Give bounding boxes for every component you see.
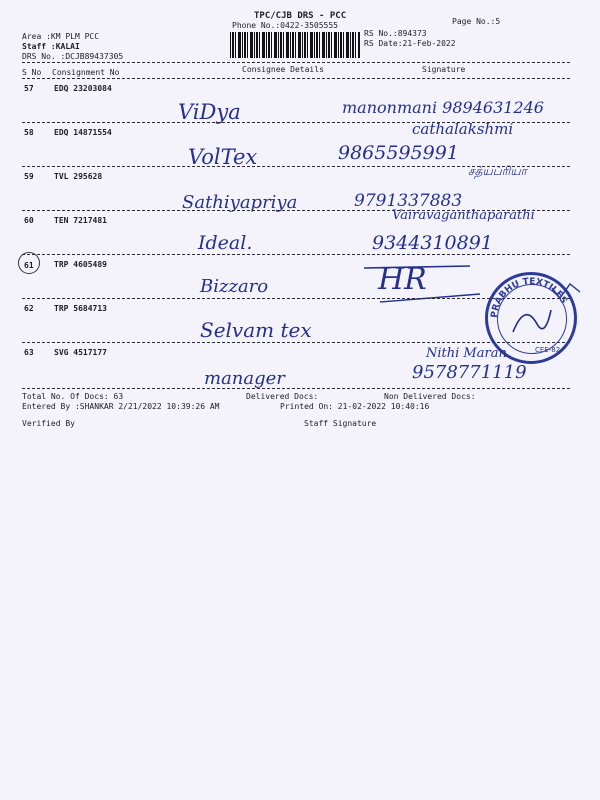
row-s-no: 59 [24,172,34,181]
rs-number: RS No.:894373 [364,29,427,38]
non-delivered-docs: Non Delivered Docs: [384,392,476,401]
signature-name: Vairavaganthaparathi [392,208,535,223]
row-s-no: 60 [24,216,34,225]
row-s-no: 61 [24,261,34,270]
consignee-name: Sathiyapriya [182,192,298,213]
divider [22,254,570,255]
consignee-name: manager [204,368,285,389]
signature: manonmani 9894631246 [342,98,544,117]
consignee-name: Ideal. [198,232,253,254]
signature: 9344310891 [372,232,493,254]
row-s-no: 62 [24,304,34,313]
svg-text:PRABHU TEXTILES [490,277,568,318]
consignee-name: ViDya [178,100,241,124]
printed-on: Printed On: 21-02-2022 10:40:16 [280,402,430,411]
drs-number: DRS No. :DCJB89437305 [22,52,124,61]
total-docs: Total No. Of Docs: 63 [22,392,124,401]
signature: 9791337883 [354,191,463,211]
row-s-no: 63 [24,348,34,357]
signature-name: cathalakshmi [412,120,514,138]
entered-by: Entered By :SHANKAR 2/21/2022 10:39:26 AM [22,402,220,411]
divider [22,62,570,63]
signature-name: சத்யப்ரியா [468,164,527,178]
signature: HR [378,262,427,297]
stamp-company-name: PRABHU TEXTILES [489,276,569,319]
consignee-name: Bizzaro [200,276,269,297]
signature-name: Nithi Maran [426,346,507,361]
row-consignment: SVG 4517177 [54,348,107,357]
row-consignment: TEN 7217481 [54,216,107,225]
row-consignment: TRP 4605489 [54,260,107,269]
row-consignment: TVL 295628 [54,172,103,181]
barcode [230,32,360,58]
staff-signature: Staff Signature [304,419,377,428]
col-s-no: S No [22,68,42,77]
col-consignee: Consignee Details [242,65,324,74]
divider [22,78,570,79]
delivered-docs: Delivered Docs: [246,392,319,401]
verified-by: Verified By [22,419,75,428]
row-consignment: EDQ 23203084 [54,84,112,93]
signature: 9578771119 [412,362,527,383]
staff-label: Staff :KALAI [22,42,80,51]
divider [22,388,570,389]
signature: 9865595991 [338,142,459,164]
rs-date: RS Date:21-Feb-2022 [364,39,456,48]
area-label: Area :KM PLM PCC [22,32,100,41]
consignee-name: VolTex [188,145,258,169]
col-signature: Signature [422,65,466,74]
row-consignment: TRP 5684713 [54,304,107,313]
report-title: TPC/CJB DRS - PCC [254,11,347,21]
row-s-no: 57 [24,84,34,93]
consignee-name: Selvam tex [200,318,312,342]
page-number: Page No.:5 [452,17,501,26]
phone-number: Phone No.:0422-3505555 [232,21,338,30]
row-consignment: EDQ 14871554 [54,128,112,137]
row-s-no: 58 [24,128,34,137]
stamp-code: CEE-82 [535,346,561,354]
col-consignment: Consignment No [52,68,120,77]
